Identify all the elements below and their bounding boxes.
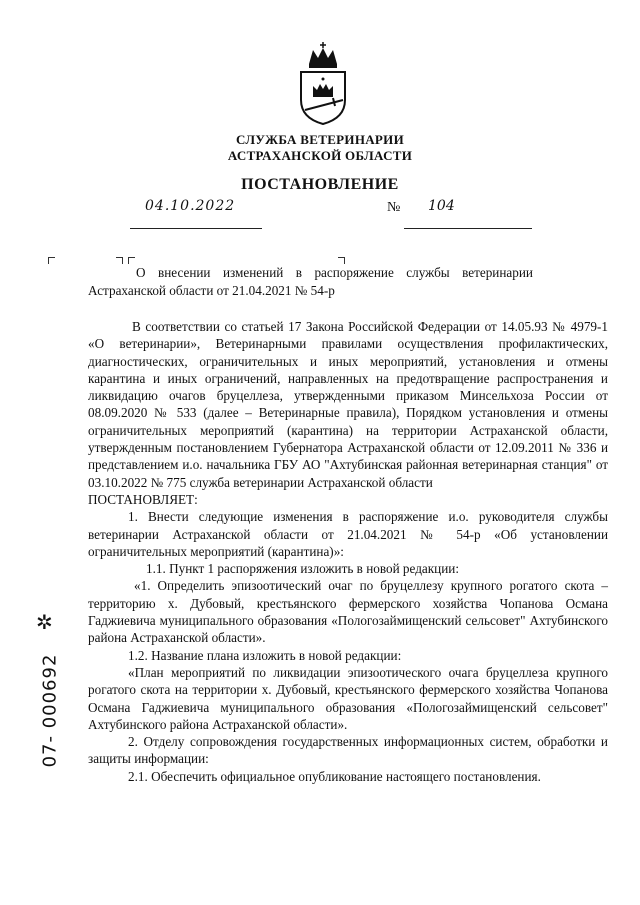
number-underline: [404, 212, 532, 229]
paragraph-item-1-1: 1.1. Пункт 1 распоряжения изложить в новой редакции:: [146, 561, 460, 577]
document-type-title: ПОСТАНОВЛЕНИЕ: [241, 176, 399, 193]
document-date: 04.10.2022: [145, 198, 236, 214]
organization-name-line1: СЛУЖБА ВЕТЕРИНАРИИ: [235, 132, 404, 147]
document-body: [88, 318, 608, 785]
paragraph-resolves: ПОСТАНОВЛЯЕТ:: [88, 491, 198, 507]
side-registration-number: 07- 000692: [39, 653, 61, 768]
paragraph-item-1-2: 1.2. Название плана изложить в новой редакции:: [128, 647, 402, 663]
coat-of-arms-emblem: [295, 42, 351, 126]
corner-mark: [116, 257, 123, 264]
organization-name-line2: АСТРАХАНСКОЙ ОБЛАСТИ: [227, 148, 413, 163]
corner-mark: [128, 257, 135, 264]
paragraph-item-2-1: 2.1. Обеспечить официальное опубликование настоящего постановления.: [128, 768, 541, 784]
paragraph-item-1: 1. Внести следующие изменения в распоряжение и.о. руководителя службы ветеринарии Астраханской области от 21.04.2021 № 54-р «Об установлении ограничительных мероприятий (карантина)»:: [88, 509, 608, 559]
number-label: №: [387, 200, 401, 215]
document-number: 104: [428, 198, 455, 214]
corner-mark: [338, 257, 345, 264]
date-underline: [130, 212, 262, 229]
paragraph-item-2: 2. Отделу сопровождения государственных информационных систем, обработки и защиты информации:: [88, 734, 608, 767]
paragraph-preamble: В соответствии со статьей 17 Закона Российской Федерации от 14.05.93 № 4979-1 «О ветеринарии», Ветеринарными правилами осуществления профилактических, диагностических, ограничительных и иных мероприятий, установления и отмены карантина и иных ограничений, направленных на предотвращение распространения и ликвидацию очагов бруцеллеза, утвержденными приказом Минсельхоза России от 08.09.2020 № 533 (далее – Ветеринарные правила), Порядком установления и отмены ограничительных мероприятий (карантина) на территории Астраханской области, утвержденным постановлением Губернатора Астраханской области от 12.09.2011 № 336 и представлением и.о. начальника ГБУ АО "Ахтубинская районная ветеринарная станция" от 03.10.2022 № 775 служба ветеринарии Астраханской области: [88, 319, 608, 490]
paragraph-item-1-2-text: «План мероприятий по ликвидации эпизоотического очага бруцеллеза крупного рогатого скота на территории х. Дубовый, крестьянского фермерского хозяйства Чопанова Османа Гаджиевича муниципального образования «Пологозаймищенский сельсовет" Ахтубинского района Астраханской области».: [88, 664, 608, 732]
corner-mark: [48, 257, 55, 264]
document-subject: О внесении изменений в распоряжение службы ветеринарии Астраханской области от 21.04.2021 № 54-р: [88, 265, 533, 298]
side-asterisk-mark: ✲: [36, 610, 53, 634]
paragraph-item-1-1-text: «1. Определить эпизоотический очаг по бруцеллезу крупного рогатого скота – территорию х. Дубовый, крестьянского фермерского хозяйства Чопанова Османа Гаджиевича муниципального образования «Пологозаймищенский сельсовет" Ахтубинского района Астраханской области».: [88, 578, 608, 646]
